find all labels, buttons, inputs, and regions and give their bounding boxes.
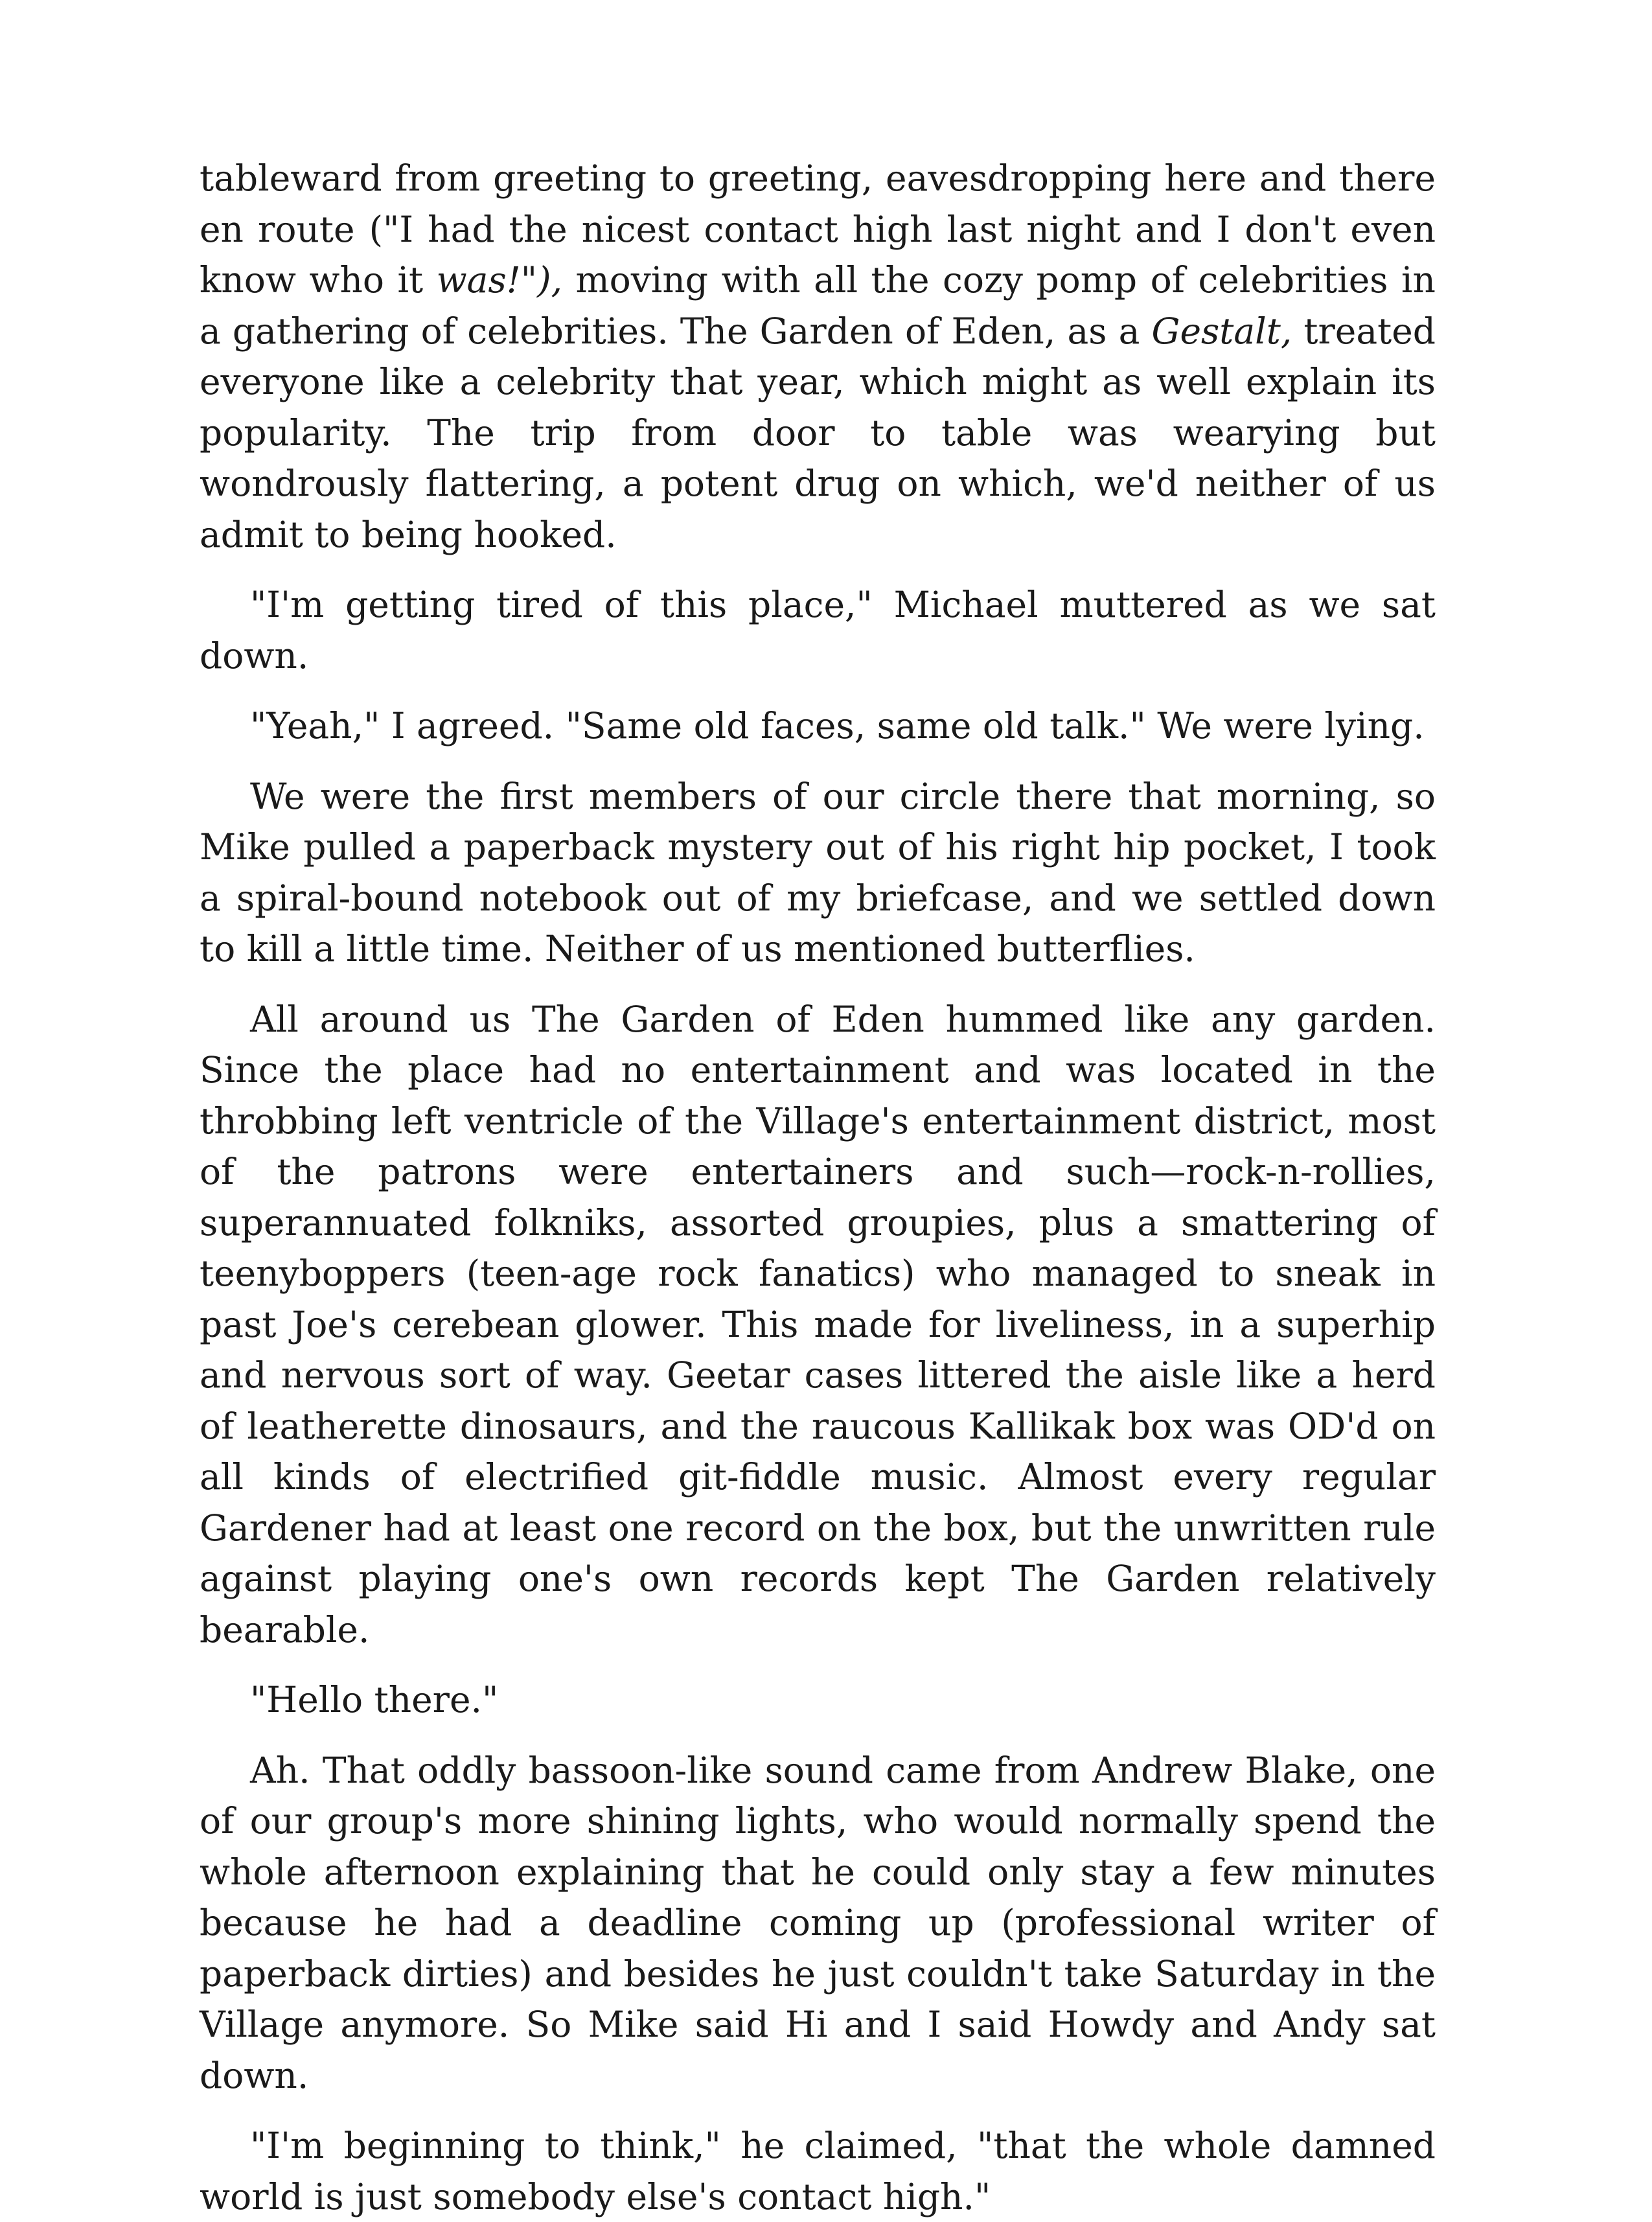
paragraph (200, 1674, 1436, 1726)
paragraph (200, 579, 1436, 681)
text-run: "Hello there." (250, 1679, 499, 1720)
paragraph (200, 1745, 1436, 2101)
text-run: moving with all the cozy pomp of celebrities in a gathering of celebrities. The Garden of Eden, as a (200, 259, 1436, 352)
text-run: Ah. That oddly bassoon-like sound came from Andrew Blake, one of our group's more shining lights, who would normally spend the whole afternoon explaining that he could only stay a few minutes because he had a deadline coming up (professional writer of paperback dirties) and besides he just couldn't take Saturday in the Village anymore. So Mike said Hi and I said Howdy and Andy sat down. (200, 1749, 1436, 2096)
text-run: treated everyone like a celebrity that year, which might as well explain its popularity. The trip from door to table was wearying but wondrously flattering, a potent drug on which, we'd neither of us admit to being hooked. (200, 310, 1436, 555)
paragraph (200, 2120, 1436, 2222)
text-run: "I'm getting tired of this place," Michael muttered as we sat down. (200, 584, 1436, 677)
text-run: All around us The Garden of Eden hummed like any garden. Since the place had no entertainment and was located in the throbbing left ventricle of the Village's entertainment district, most of the patrons were entertainers and such—rock-n-rollies, superannuated folkniks, assorted groupies, plus a smattering of teenyboppers (teen-age rock fanatics) who managed to sneak in past Joe's cerebean glower. This made for liveliness, in a superhip and nervous sort of way. Geetar cases littered the aisle like a herd of leatherette dinosaurs, and the raucous Kallikak box was OD'd on all kinds of electrified git-fiddle music. Almost every regular Gardener had at least one record on the box, but the unwritten rule against playing one's own records kept The Garden relatively bearable. (200, 998, 1436, 1650)
paragraph (200, 994, 1436, 1656)
paragraph (200, 700, 1436, 752)
book-page (200, 153, 1436, 2222)
text-run: tableward from greeting to greeting, eavesdropping here and there en route ("I had the nicest contact high last night and I don't even know who it (200, 157, 1436, 301)
paragraph (200, 771, 1436, 975)
text-run: "I'm beginning to think," he claimed, "that the whole damned world is just somebody else's contact high." (200, 2125, 1436, 2217)
paragraph (200, 153, 1436, 560)
text-run: We were the first members of our circle there that morning, so Mike pulled a paperback mystery out of his right hip pocket, I took a spiral-bound notebook out of my briefcase, and we settled down to kill a little time. Neither of us mentioned butterflies. (200, 775, 1436, 969)
italic-text-run: Gestalt, (1151, 310, 1292, 352)
text-run: "Yeah," I agreed. "Same old faces, same old talk." We were lying. (250, 705, 1425, 746)
italic-text-run: was!"), (436, 259, 563, 301)
